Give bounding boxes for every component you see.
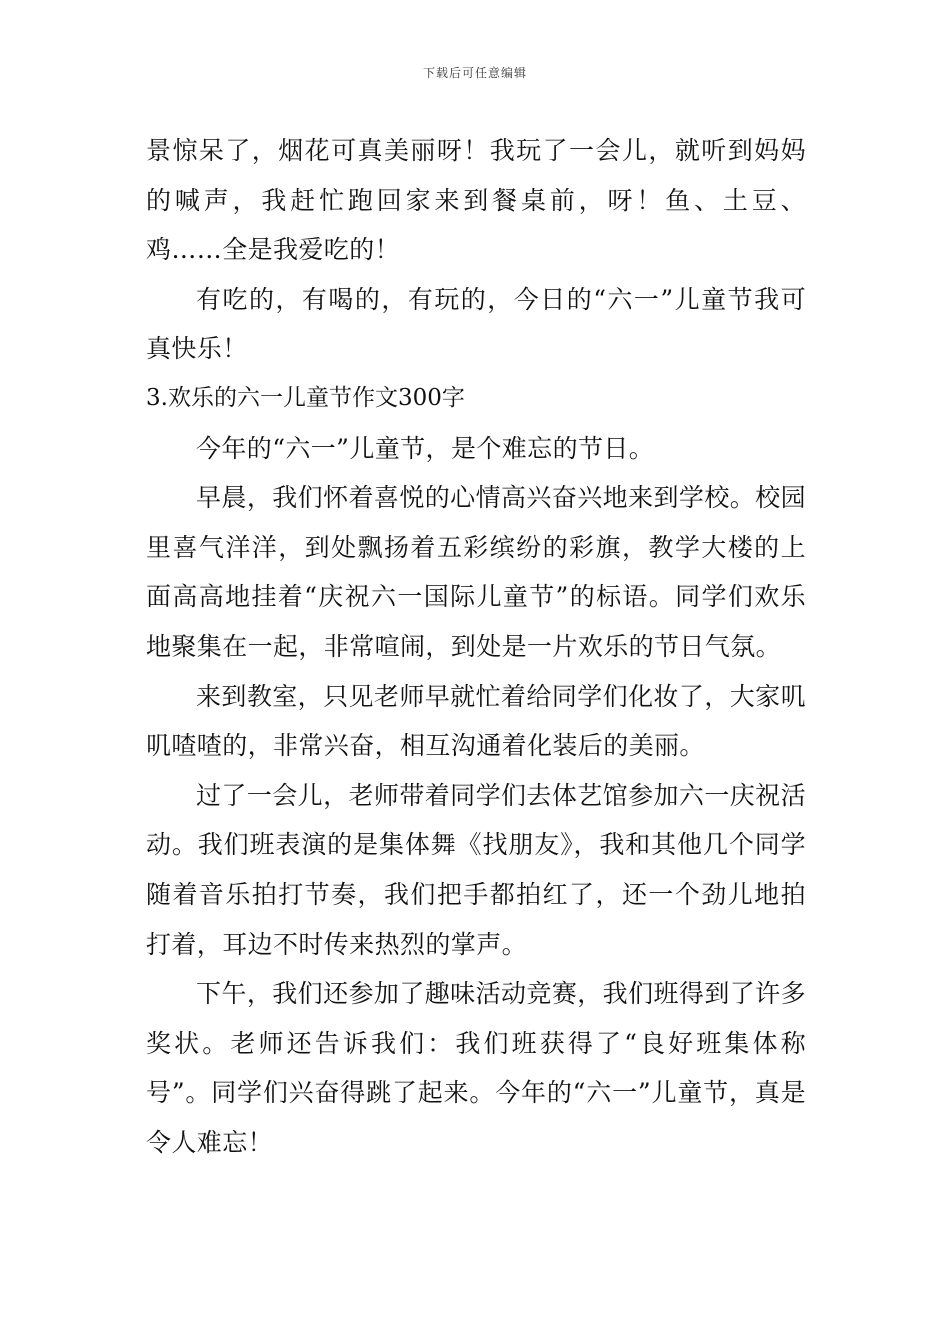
page-header-note: 下载后可任意编辑 bbox=[422, 66, 527, 80]
paragraph-5: 来到教室，只见老师早就忙着给同学们化妆了，大家叽叽喳喳的，非常兴奋，相互沟通着化装后的美丽。 bbox=[146, 681, 806, 761]
section-heading: 3.欢乐的六一儿童节作文300字 bbox=[146, 384, 465, 411]
paragraph-7: 下午，我们还参加了趣味活动竞赛，我们班得到了许多奖状。老师还告诉我们：我们班获得了“良好班集体称号”。同学们兴奋得跳了起来。今年的“六一”儿童节，真是令人难忘！ bbox=[146, 979, 806, 1157]
paragraph-4: 早晨，我们怀着喜悦的心情高兴奋兴地来到学校。校园里喜气洋洋，到处飘扬着五彩缤纷的彩旗，教学大楼的上面高高地挂着“庆祝六一国际儿童节”的标语。同学们欢乐地聚集在一起，非常喧闹，到处是一片欢乐的节日气氛。 bbox=[146, 483, 806, 661]
paragraph-1: 景惊呆了，烟花可真美丽呀！我玩了一会儿，就听到妈妈的喊声，我赶忙跑回家来到餐桌前，呀！鱼、土豆、鸡……全是我爱吃的！ bbox=[146, 136, 806, 265]
paragraph-2: 有吃的，有喝的，有玩的，今日的“六一”儿童节我可真快乐！ bbox=[146, 284, 806, 364]
paragraph-6: 过了一会儿，老师带着同学们去体艺馆参加六一庆祝活动。我们班表演的是集体舞《找朋友》，我和其他几个同学随着音乐拍打节奏，我们把手都拍红了，还一个劲儿地拍打着，耳边不时传来热烈的掌声。 bbox=[146, 780, 806, 959]
paragraph-3: 今年的“六一”儿童节，是个难忘的节日。 bbox=[196, 433, 655, 463]
document-body bbox=[146, 126, 806, 1167]
